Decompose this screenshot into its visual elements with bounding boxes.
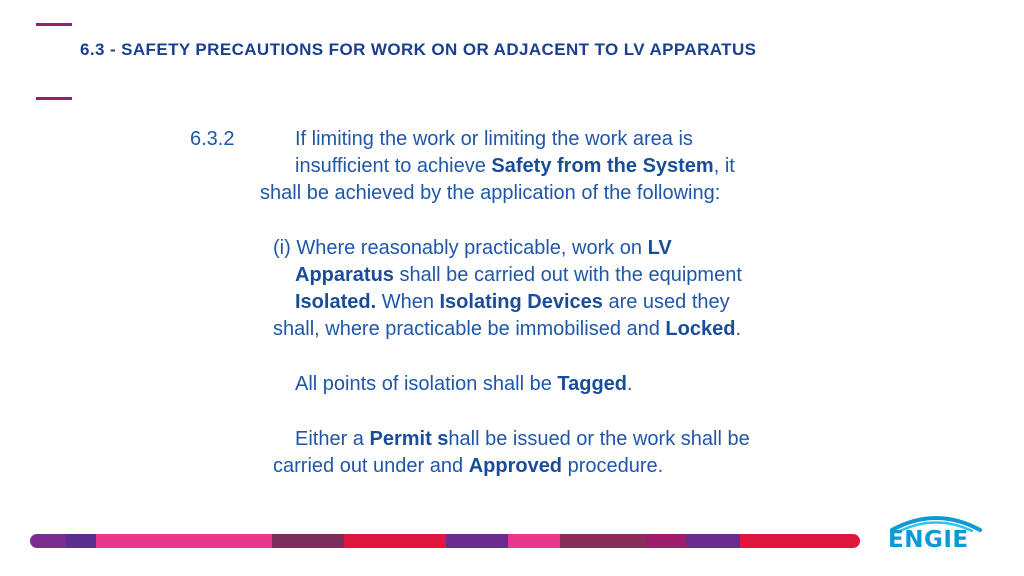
bar-segment <box>344 534 446 548</box>
intro-line-1-text: If limiting the work or limiting the work area is <box>295 128 693 150</box>
isolation-line <box>295 371 633 398</box>
item-i-line-1 <box>273 235 672 262</box>
bar-segment <box>272 534 344 548</box>
item-i-line-3-mid: When <box>376 291 440 313</box>
item-i-line-4 <box>273 316 741 343</box>
tagged-term: Tagged <box>557 373 628 395</box>
bar-segment <box>30 534 66 548</box>
permit-line-1-pre: Either a <box>295 428 370 450</box>
bar-segment <box>740 534 860 548</box>
item-i-line-2-post: shall be carried out with the equipment <box>393 264 742 286</box>
footer-color-bar <box>30 534 860 548</box>
item-i-line-4-pre: shall, where practicable be immobilised and <box>273 318 666 340</box>
bar-segment <box>560 534 646 548</box>
locked-term: Locked <box>665 318 736 340</box>
permit-line-2-post: procedure. <box>562 455 664 477</box>
intro-line-3-text: shall be achieved by the application of the following: <box>260 182 721 204</box>
engie-logo <box>886 512 986 558</box>
accent-line-top <box>36 23 72 26</box>
approved-term: Approved <box>468 455 563 477</box>
isolating-devices-term: Isolating Devices <box>439 291 603 313</box>
apparatus-term: Apparatus <box>295 264 394 286</box>
isolation-pre: All points of isolation shall be <box>295 373 558 395</box>
bar-segment <box>508 534 560 548</box>
permit-line-2-pre: carried out under and <box>273 455 469 477</box>
safety-from-system-term: Safety from the System <box>491 155 714 177</box>
item-i-line-3-post: are used they <box>602 291 730 313</box>
isolated-term: Isolated. <box>295 291 377 313</box>
lv-term: LV <box>647 237 672 259</box>
intro-line-2 <box>295 153 735 180</box>
bar-segment <box>646 534 686 548</box>
isolation-post: . <box>627 373 633 395</box>
permit-line-2 <box>273 453 663 480</box>
permit-term: Permit s <box>369 428 449 450</box>
intro-line-1 <box>295 126 693 153</box>
item-i-line-2 <box>295 262 742 289</box>
slide-title: 6.3 - SAFETY PRECAUTIONS FOR WORK ON OR ADJACENT TO LV APPARATUS <box>80 40 757 59</box>
bar-segment <box>96 534 272 548</box>
section-number: 6.3.2 <box>190 128 235 150</box>
intro-line-2-pre: insufficient to achieve <box>295 155 492 177</box>
accent-line-bottom <box>36 97 72 100</box>
item-i-line-3 <box>295 289 730 316</box>
engie-logo-text: ENGIE <box>888 527 969 553</box>
intro-line-2-post: , it <box>713 155 735 177</box>
item-i-line-4-post: . <box>735 318 742 340</box>
permit-line-1 <box>295 426 750 453</box>
bar-segment <box>446 534 508 548</box>
bar-segment <box>66 534 96 548</box>
item-i-line-1-pre: (i) Where reasonably practicable, work on <box>273 237 648 259</box>
intro-line-3 <box>260 180 720 207</box>
permit-line-1-post: hall be issued or the work shall be <box>448 428 750 450</box>
bar-segment <box>686 534 740 548</box>
